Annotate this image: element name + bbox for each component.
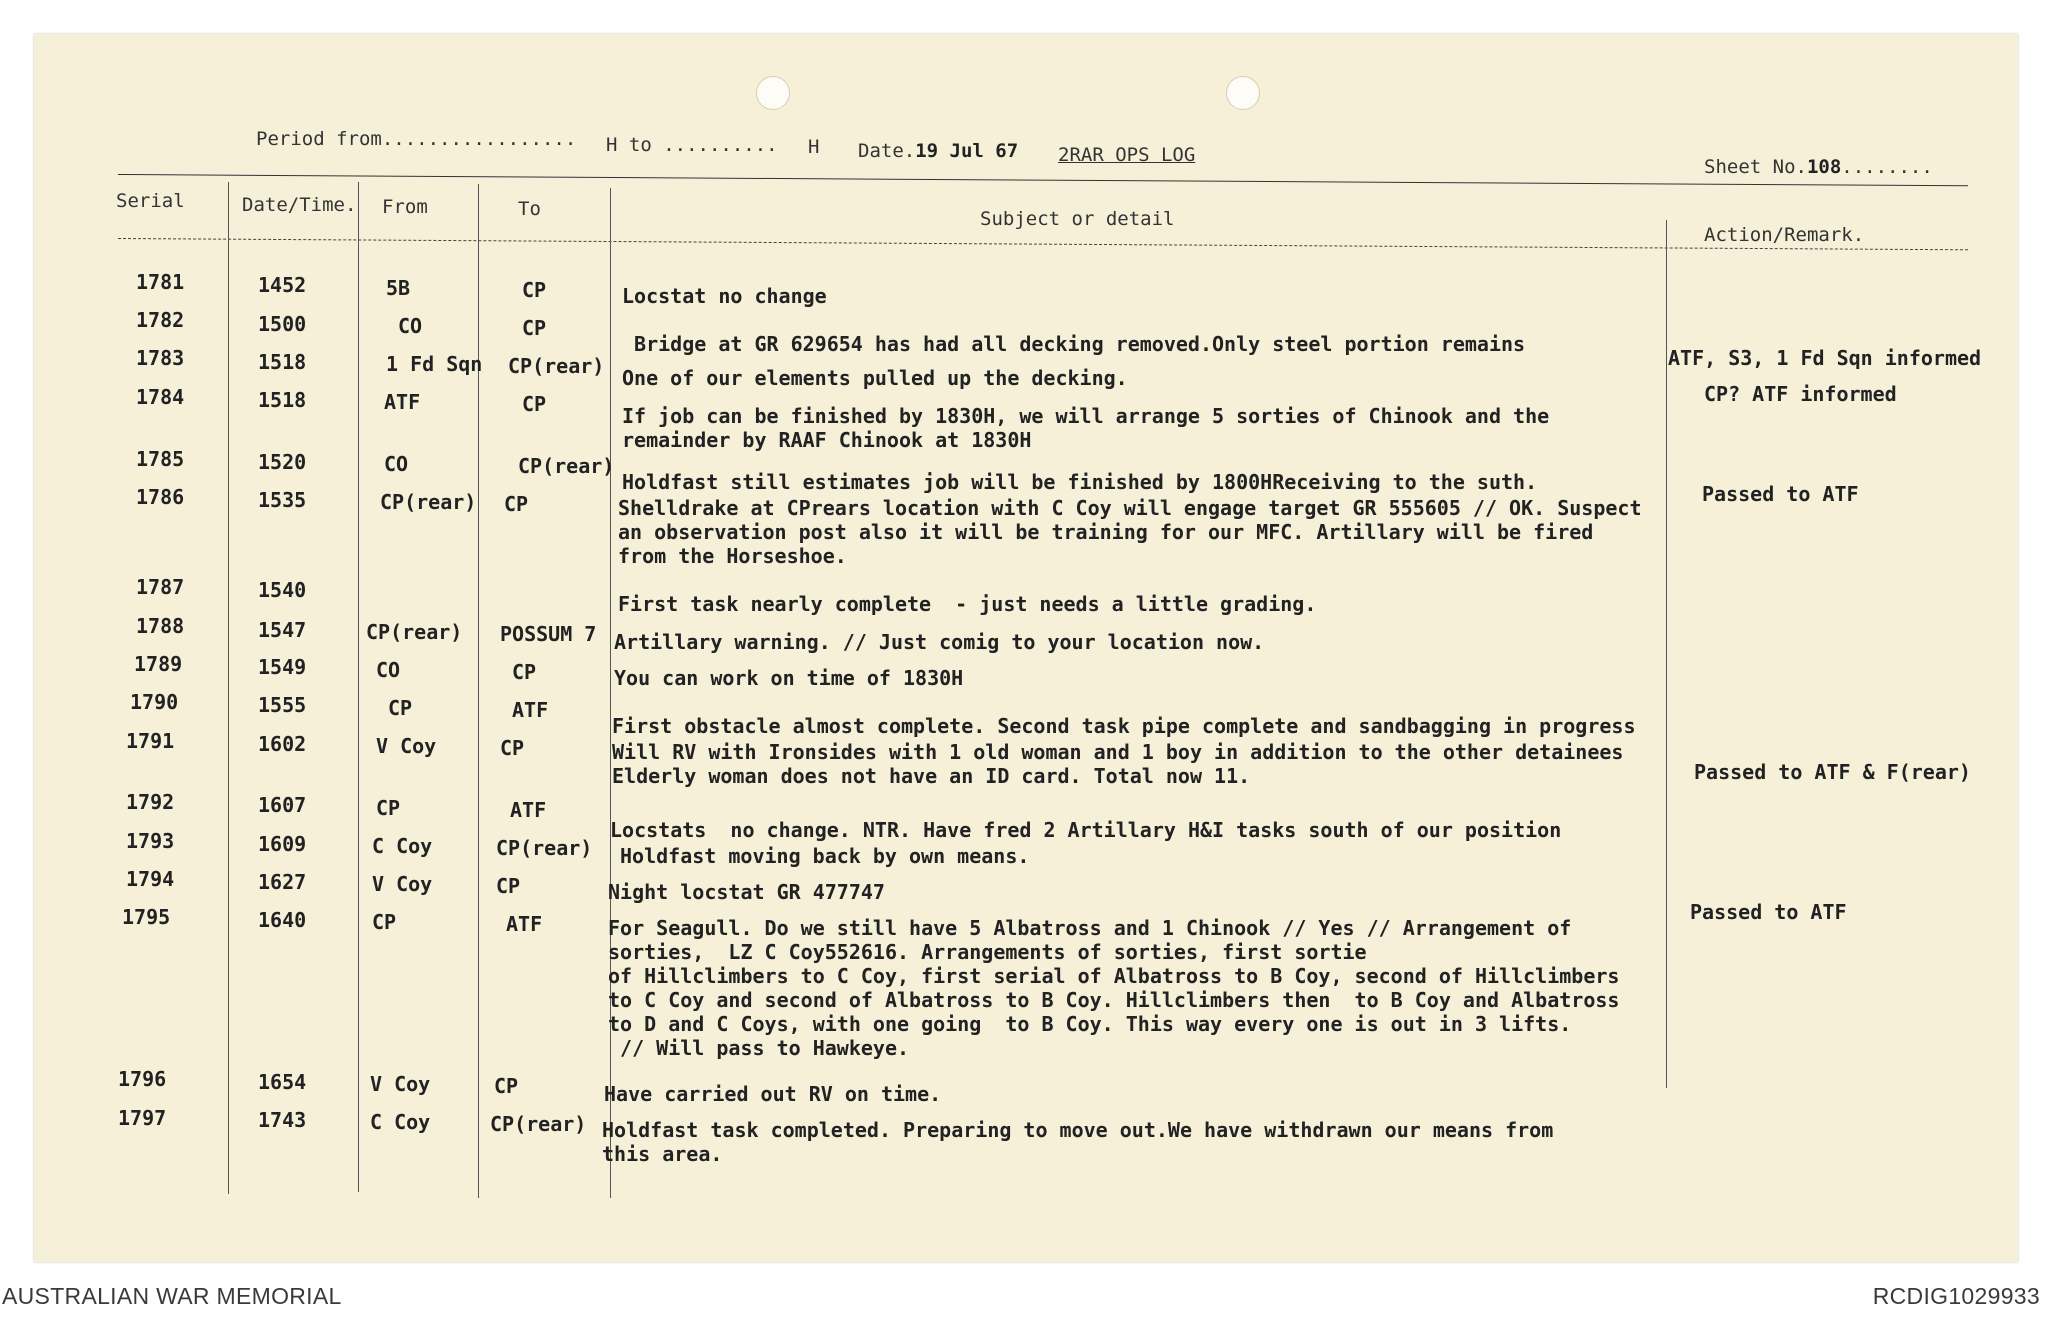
subject-cell: Holdfast task completed. Preparing to move out.We have withdrawn our means from this area. xyxy=(602,1118,1554,1166)
to-cell: POSSUM 7 xyxy=(500,622,597,646)
serial-cell: 1793 xyxy=(126,829,175,853)
to-cell: CP xyxy=(522,392,547,416)
col-header-to: To xyxy=(518,198,541,220)
punch-hole-left xyxy=(756,76,790,110)
time-cell: 1743 xyxy=(258,1108,307,1132)
from-cell: CP xyxy=(376,796,401,820)
subject-cell: If job can be finished by 1830H, we will arrange 5 sorties of Chinook and the remainder by RAAF Chinook at 1830H xyxy=(622,404,1550,452)
to-cell: CP xyxy=(512,660,537,684)
time-cell: 1518 xyxy=(258,350,307,374)
from-cell: V Coy xyxy=(370,1072,431,1096)
subject-cell: Night locstat GR 477747 xyxy=(608,880,885,904)
serial-cell: 1790 xyxy=(130,690,179,714)
subject-cell: Holdfast moving back by own means. xyxy=(620,844,1030,868)
subject-cell: For Seagull. Do we still have 5 Albatross and 1 Chinook // Yes // Arrangement of sorties, LZ C Coy552616. Arrangements of sorties, first sortie of Hillclimbers to C Coy, first serial of Albatross to B Coy, second of Hillclimbers to C Coy and second of Albatross to B Coy. Hillclimbers then to B Coy and Albatross to D and C Coys, with one going to B Coy. This way every one is out in 3 lifts. // Will pass to Hawkeye. xyxy=(608,916,1620,1060)
to-cell: CP(rear) xyxy=(496,836,593,860)
action-cell: Passed to ATF & F(rear) xyxy=(1694,760,1971,784)
subject-cell: One of our elements pulled up the decking. xyxy=(622,366,1128,390)
time-cell: 1535 xyxy=(258,488,307,512)
to-cell: ATF xyxy=(512,698,549,722)
subject-cell: Locstats no change. NTR. Have fred 2 Artillary H&I tasks south of our position xyxy=(610,818,1562,842)
period-from-label xyxy=(256,128,576,150)
serial-cell: 1786 xyxy=(136,485,185,509)
from-cell: C Coy xyxy=(372,834,433,858)
archive-credit: AUSTRALIAN WAR MEMORIAL xyxy=(2,1283,342,1309)
time-cell: 1640 xyxy=(258,908,307,932)
time-cell: 1520 xyxy=(258,450,307,474)
punch-hole-right xyxy=(1226,76,1260,110)
serial-cell: 1794 xyxy=(126,867,175,891)
dot-leader: .......... xyxy=(651,134,778,156)
time-cell: 1549 xyxy=(258,655,307,679)
time-cell: 1500 xyxy=(258,312,307,336)
to-cell: CP xyxy=(522,316,547,340)
time-cell: 1555 xyxy=(258,693,307,717)
to-cell: CP(rear) xyxy=(490,1112,587,1136)
date-text: Date. xyxy=(858,140,916,162)
from-cell: ATF xyxy=(384,390,421,414)
from-cell: 1 Fd Sqn xyxy=(386,352,483,376)
to-cell: CP xyxy=(494,1074,519,1098)
time-cell: 1518 xyxy=(258,388,307,412)
time-cell: 1654 xyxy=(258,1070,307,1094)
subject-cell: Will RV with Ironsides with 1 old woman and 1 boy in addition to the other detainees Elderly woman does not have an ID card. Total now 11. xyxy=(612,740,1624,788)
to-cell: CP xyxy=(522,278,547,302)
log-title xyxy=(1058,144,1195,166)
col-header-action: Action/Remark. xyxy=(1704,224,1865,246)
archive-id: RCDIG1029933 xyxy=(1872,1283,2040,1309)
col-divider-5 xyxy=(1666,220,1667,1088)
action-cell: ATF, S3, 1 Fd Sqn informed xyxy=(1668,346,1982,370)
serial-cell: 1791 xyxy=(126,729,175,753)
col-header-subject: Subject or detail xyxy=(980,208,1175,230)
subject-cell: First task nearly complete - just needs a little grading. xyxy=(618,592,1317,616)
to-cell: CP xyxy=(500,736,525,760)
from-cell: CP xyxy=(372,910,397,934)
date-label xyxy=(858,140,1018,162)
time-cell: 1540 xyxy=(258,578,307,602)
serial-cell: 1783 xyxy=(136,346,185,370)
h-to-label xyxy=(606,134,778,156)
time-cell: 1602 xyxy=(258,732,307,756)
from-cell: CP xyxy=(388,696,413,720)
sheet-label: Sheet No. xyxy=(1704,156,1807,178)
from-cell: V Coy xyxy=(372,872,433,896)
to-cell: ATF xyxy=(506,912,543,936)
serial-cell: 1781 xyxy=(136,270,185,294)
time-cell: 1607 xyxy=(258,793,307,817)
col-header-from: From xyxy=(382,196,428,218)
from-cell: CP(rear) xyxy=(380,490,477,514)
subject-cell: Locstat no change xyxy=(622,284,827,308)
subject-cell: Bridge at GR 629654 has had all decking removed.Only steel portion remains xyxy=(622,332,1526,356)
subject-cell: First obstacle almost complete. Second task pipe complete and sandbagging in progress xyxy=(612,714,1636,738)
h-to-text: H to xyxy=(606,134,652,156)
col-divider-2 xyxy=(358,182,359,1192)
serial-cell: 1789 xyxy=(134,652,183,676)
serial-cell: 1788 xyxy=(136,614,185,638)
to-cell: CP(rear) xyxy=(518,454,615,478)
col-divider-3 xyxy=(478,184,479,1198)
subject-cell: Artillary warning. // Just comig to your location now. xyxy=(614,630,1265,654)
subject-cell: Holdfast still estimates job will be finished by 1800HReceiving to the suth. xyxy=(622,470,1538,494)
dot-leader: ................. xyxy=(381,128,577,150)
time-cell: 1547 xyxy=(258,618,307,642)
serial-cell: 1792 xyxy=(126,790,175,814)
to-cell: CP(rear) xyxy=(508,354,605,378)
serial-cell: 1785 xyxy=(136,447,185,471)
from-cell: V Coy xyxy=(376,734,437,758)
sheet-number xyxy=(1704,156,1933,178)
to-cell: ATF xyxy=(510,798,547,822)
log-title-text: 2RAR OPS LOG xyxy=(1058,144,1196,166)
serial-cell: 1782 xyxy=(136,308,185,332)
sheet-value: 108 xyxy=(1806,156,1842,178)
from-cell: CP(rear) xyxy=(366,620,463,644)
date-value: 19 Jul 67 xyxy=(915,140,1019,162)
time-cell: 1452 xyxy=(258,273,307,297)
col-header-serial: Serial xyxy=(116,190,185,212)
from-cell: CO xyxy=(398,314,423,338)
period-from-text: Period from xyxy=(256,128,382,150)
dot-leader: ........ xyxy=(1841,156,1933,178)
subject-cell: You can work on time of 1830H xyxy=(614,666,964,690)
from-cell: CO xyxy=(376,658,401,682)
serial-cell: 1796 xyxy=(118,1067,167,1091)
action-cell: Passed to ATF xyxy=(1702,482,1859,506)
action-cell: Passed to ATF xyxy=(1690,900,1847,924)
h-label: H xyxy=(808,136,820,158)
from-cell: CO xyxy=(384,452,409,476)
col-header-datetime: Date/Time. xyxy=(242,194,357,216)
serial-cell: 1797 xyxy=(118,1106,167,1130)
time-cell: 1627 xyxy=(258,870,307,894)
from-cell: 5B xyxy=(386,276,411,300)
time-cell: 1609 xyxy=(258,832,307,856)
action-cell: CP? ATF informed xyxy=(1704,382,1897,406)
serial-cell: 1784 xyxy=(136,385,185,409)
to-cell: CP xyxy=(504,492,529,516)
subject-cell: Shelldrake at CPrears location with C Coy will engage target GR 555605 // OK. Suspect an observation post also it will be training for our MFC. Artillary will be fired from the Horseshoe. xyxy=(618,496,1642,568)
subject-cell: Have carried out RV on time. xyxy=(604,1082,942,1106)
from-cell: C Coy xyxy=(370,1110,431,1134)
col-divider-1 xyxy=(228,182,229,1194)
to-cell: CP xyxy=(496,874,521,898)
serial-cell: 1795 xyxy=(122,905,171,929)
serial-cell: 1787 xyxy=(136,575,185,599)
